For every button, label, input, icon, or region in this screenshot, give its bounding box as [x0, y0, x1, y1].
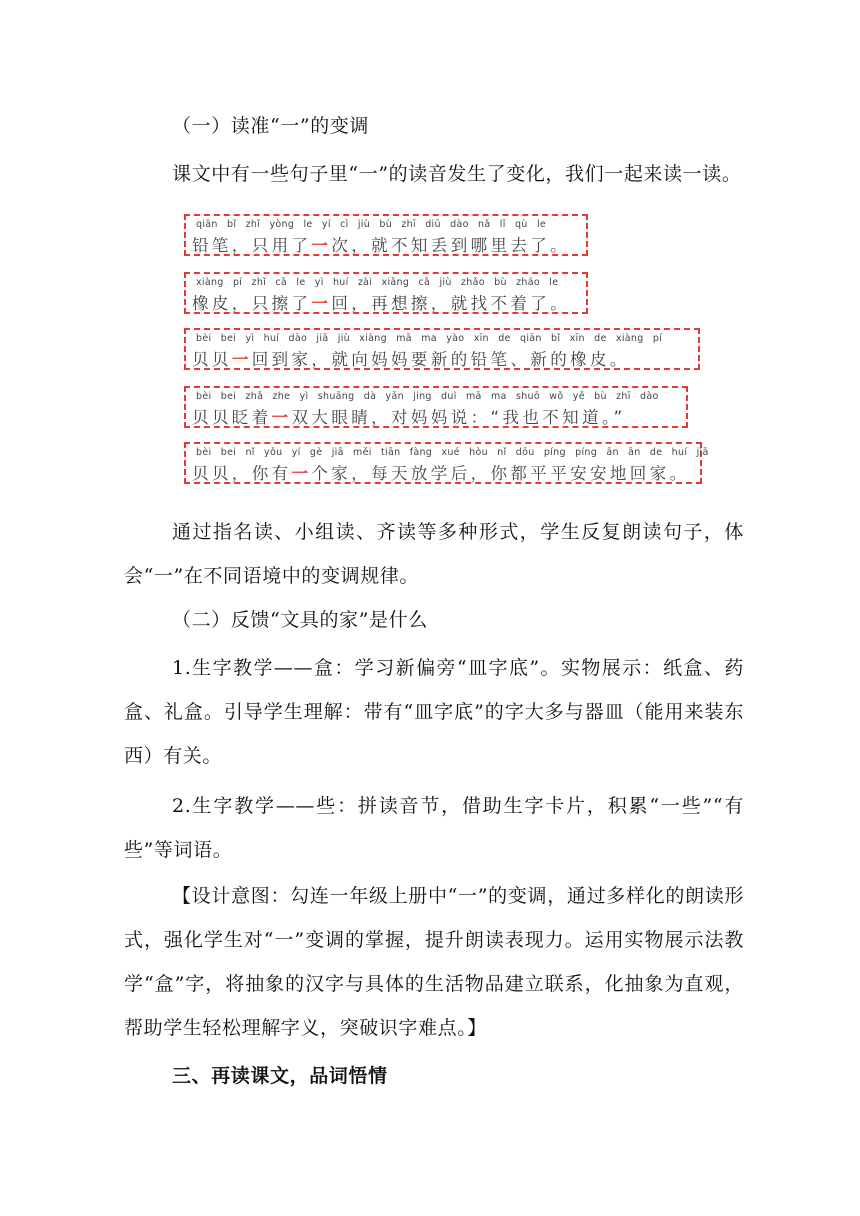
section3-heading: 三、再读课文，品词悟情: [172, 1065, 388, 1087]
hanzi-line: 铅笔，只用了一次，就不知丢到哪里去了。: [192, 236, 571, 255]
hanzi-line: 贝贝，你有一个家，每天放学后，你都平平安安地回家。: [192, 464, 690, 483]
pinyin-line: bèi bei nǐ yǒu yí gè jiā měi tiān fàng xué hòu nǐ dōu píng píng ān ān de huí jiā: [196, 447, 709, 458]
design-intent-paragraph: 【设计意图：勾连一年级上册中“一”的变调，通过多样化的朗读形式，强化学生对“一”变调的掌握，提升朗读表现力。运用实物展示法教学“盒”字，将抽象的汉字与具体的生活物品建立联系，化抽象为直观，帮助学生轻松理解字义，突破识字难点。】: [124, 885, 744, 1039]
sentence-box-2: [184, 272, 588, 314]
sentence-box-1: [184, 214, 588, 256]
hanzi-line: 贝贝一回到家，就向妈妈要新的铅笔、新的橡皮。: [192, 350, 630, 369]
section1-heading: （一）读准“一”的变调: [172, 115, 370, 137]
pinyin-line: bèi bei zhǎ zhe yì shuāng dà yǎn jing duì mā ma shuō wǒ yě bù zhī dào: [196, 391, 659, 402]
sentence-box-5: [184, 442, 709, 484]
pinyin-line: bèi bei yì huí dào jiā jiù xiàng mā ma yào xīn de qiān bǐ xīn de xiàng pí: [196, 333, 663, 344]
section2-item-2: 2.生字教学——些：拼读音节，借助生字卡片，积累“一些”“有些”等词语。: [124, 795, 744, 861]
hanzi-line: 橡皮，只擦了一回，再想擦，就找不着了。: [192, 294, 571, 313]
pinyin-line: qiān bǐ zhǐ yòng le yí cì jiù bù zhī diū dào nǎ lǐ qù le: [196, 219, 547, 230]
sentence-box-4: [184, 386, 688, 428]
section2-item-1: 1.生字教学——盒：学习新偏旁“皿字底”。实物展示：纸盒、药盒、礼盒。引导学生理解：带有“皿字底”的字大多与器皿（能用来装东西）有关。: [124, 657, 744, 767]
sentence-box-3: [184, 328, 700, 370]
reading-practice-paragraph: 通过指名读、小组读、齐读等多种形式，学生反复朗读句子，体会“一”在不同语境中的变调规律。: [124, 521, 744, 587]
section1-intro: 课文中有一些句子里“一”的读音发生了变化，我们一起来读一读。: [172, 163, 742, 185]
section2-heading: （二）反馈“文具的家”是什么: [172, 609, 428, 631]
hanzi-line: 贝贝眨着一双大眼睛，对妈妈说：“我也不知道。”: [192, 408, 626, 427]
pinyin-line: xiàng pí zhǐ cā le yì huí zài xiǎng cā jiù zhǎo bù zháo le: [196, 277, 559, 288]
